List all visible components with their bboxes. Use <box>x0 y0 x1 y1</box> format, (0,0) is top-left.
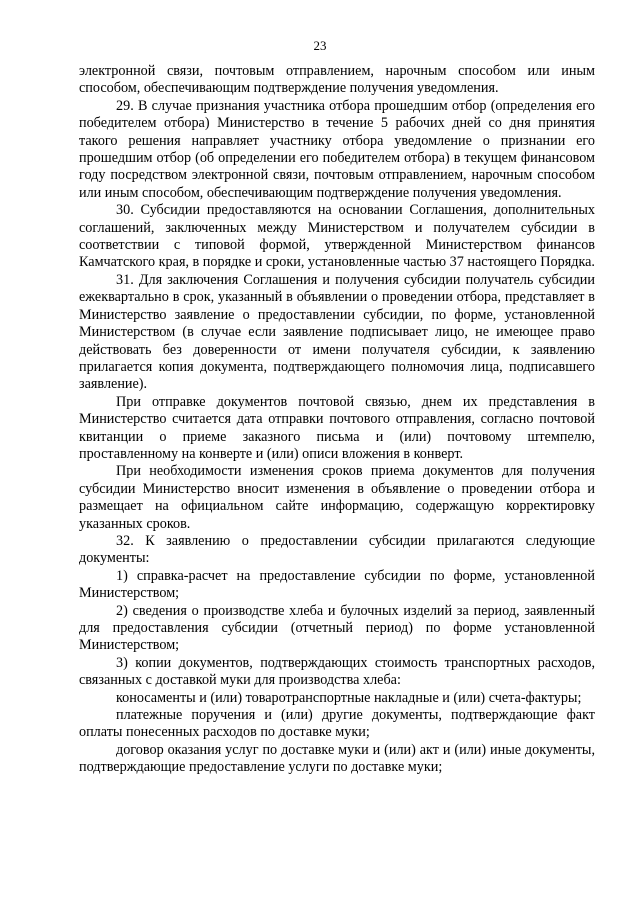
paragraph: 1) справка-расчет на предоставление субсидии по форме, установленной Министерством; <box>79 567 595 602</box>
paragraph: 29. В случае признания участника отбора прошедшим отбор (определения его победителем отбора) Министерство в течение 5 рабочих дней со дня принятия такого решения направляет участнику отбора уведомление о признании его прошедшим отбор (об определении его победителем отбора) в текущем финансовом году посредством электронной связи, почтовым отправлением, нарочным способом или иным способом, обеспечивающим подтверждение получения уведомления. <box>79 97 595 201</box>
paragraph: При отправке документов почтовой связью, днем их представления в Министерство считается дата отправки почтового отправления, согласно почтовой квитанции о приеме заказного письма и (или) почтовому штемпелю, проставленному на конверте и (или) описи вложения в конверт. <box>79 393 595 462</box>
paragraph: 32. К заявлению о предоставлении субсидии прилагаются следующие документы: <box>79 532 595 567</box>
paragraph: электронной связи, почтовым отправлением, нарочным способом или иным способом, обеспечивающим подтверждение получения уведомления. <box>79 63 595 97</box>
document-body <box>79 63 595 777</box>
paragraph: 2) сведения о производстве хлеба и булочных изделий за период, заявленный для предоставления субсидии (отчетный период) по форме установленной Министерством; <box>79 602 595 654</box>
paragraph: платежные поручения и (или) другие документы, подтверждающие факт оплаты понесенных расходов по доставке муки; <box>79 707 595 741</box>
paragraph: 31. Для заключения Соглашения и получения субсидии получатель субсидии ежеквартально в срок, указанный в объявлении о проведении отбора, представляет в Министерство заявление о предоставлении субсидии, по форме, установленной Министерством (в случае если заявление подписывает лицо, не имеющее право действовать без доверенности от имени получателя субсидии, к заявлению прилагается копия документа, подтверждающего полномочия лица, подписавшего заявление). <box>79 271 595 393</box>
paragraph: договор оказания услуг по доставке муки и (или) акт и (или) иные документы, подтверждающие предоставление услуги по доставке муки; <box>79 741 595 776</box>
page-number: 23 <box>313 38 327 53</box>
paragraph: коносаменты и (или) товаротранспортные накладные и (или) счета-фактуры; <box>116 689 582 706</box>
paragraph: 3) копии документов, подтверждающих стоимость транспортных расходов, связанных с доставкой муки для производства хлеба: <box>79 654 595 689</box>
paragraph: 30. Субсидии предоставляются на основании Соглашения, дополнительных соглашений, заключенных между Министерством и получателем субсидии в соответствии с типовой формой, утвержденной Министерством финансов Камчатского края, в порядке и сроки, установленные частью 37 настоящего Порядка. <box>79 202 595 271</box>
paragraph: При необходимости изменения сроков приема документов для получения субсидии Министерство вносит изменения в объявление о проведении отбора и размещает на официальном сайте информацию, содержащую корректировку указанных сроков. <box>79 463 595 532</box>
